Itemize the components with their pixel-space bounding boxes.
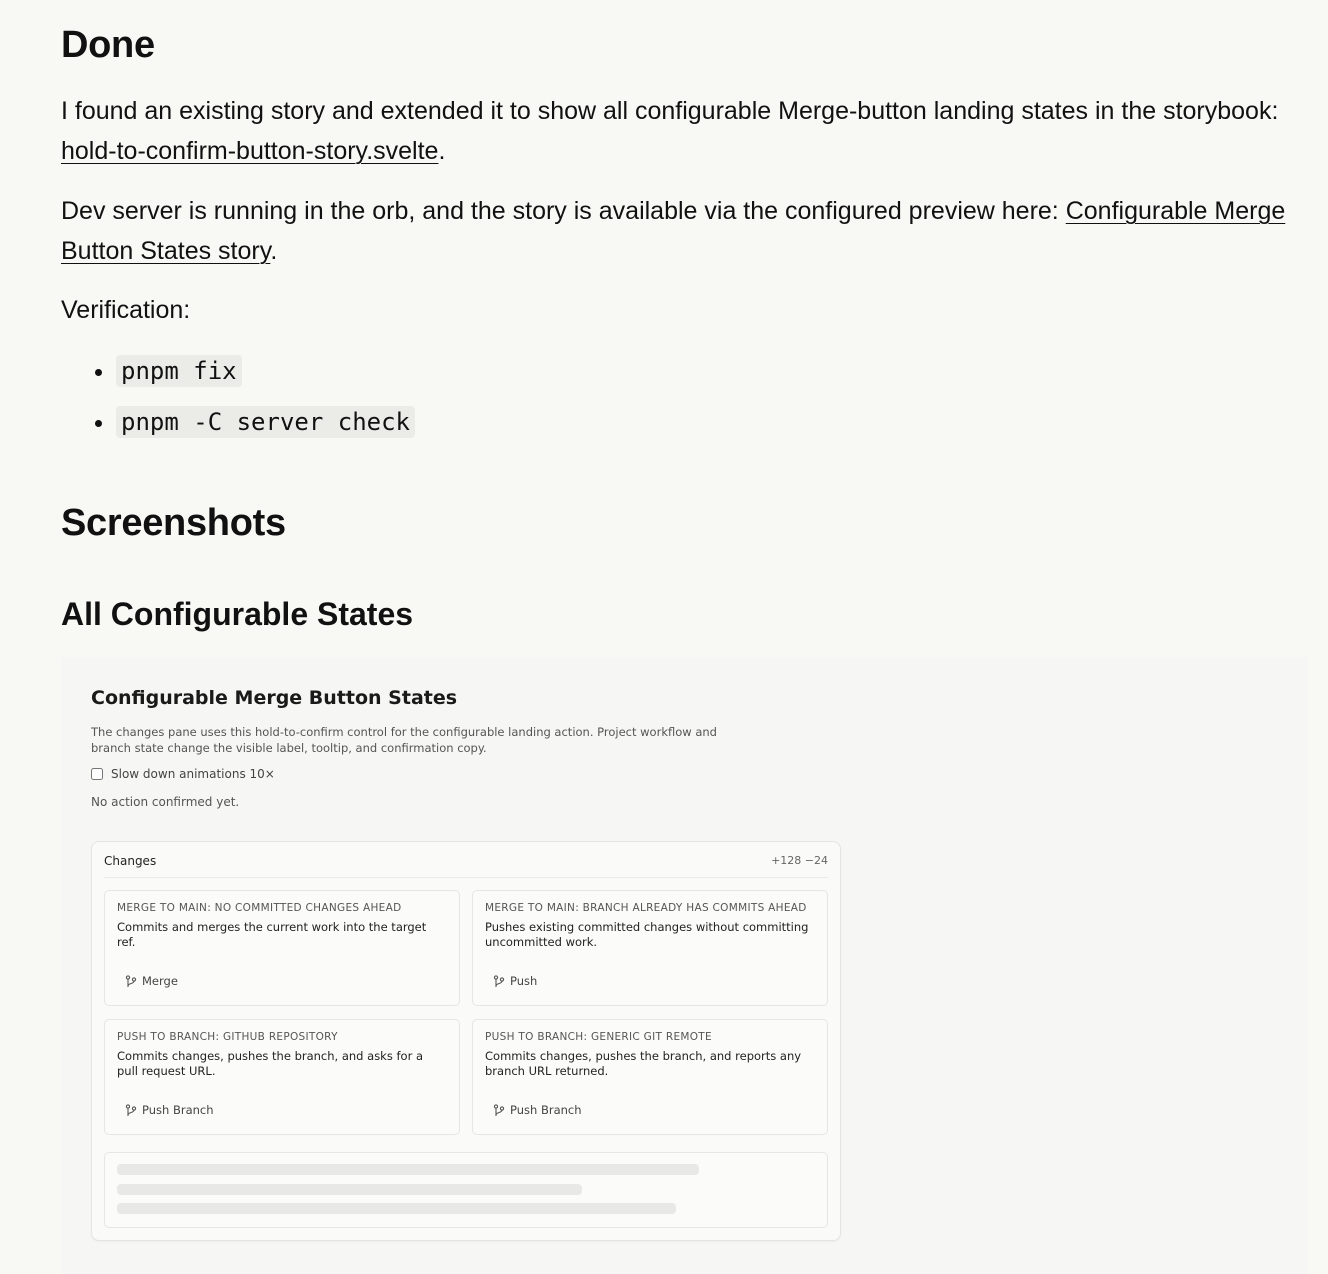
summary-period: .: [438, 137, 446, 165]
state-card-title: PUSH TO BRANCH: GITHUB REPOSITORY: [117, 1031, 338, 1043]
state-card-push-generic: [472, 1019, 828, 1135]
state-card-merge-no-commits: [104, 890, 460, 1006]
state-card-description: Commits and merges the current work into the target ref.: [117, 920, 427, 949]
git-merge-icon: [125, 1104, 137, 1117]
list-item: [116, 350, 415, 401]
state-card-merge-commits-ahead: [472, 890, 828, 1006]
state-card-title: MERGE TO MAIN: BRANCH ALREADY HAS COMMITS AHEAD: [485, 902, 807, 914]
push-branch-button-label: Push Branch: [510, 1103, 582, 1117]
git-merge-icon: [493, 1104, 505, 1117]
summary-paragraph: [61, 91, 1311, 171]
git-merge-icon: [493, 975, 505, 988]
merge-button-label: Merge: [142, 974, 178, 988]
push-button[interactable]: [493, 974, 537, 988]
push-branch-button[interactable]: [125, 1103, 214, 1117]
push-branch-button[interactable]: [493, 1103, 582, 1117]
skeleton-line: [117, 1164, 699, 1175]
push-branch-button-label: Push Branch: [142, 1103, 214, 1117]
preview-paragraph: [61, 191, 1311, 271]
state-card-title: PUSH TO BRANCH: GENERIC GIT REMOTE: [485, 1031, 712, 1043]
divider: [104, 877, 828, 878]
list-item: [116, 401, 415, 452]
git-merge-icon: [125, 975, 137, 988]
state-card-description: Pushes existing committed changes without committing uncommitted work.: [485, 920, 809, 949]
storybook-screenshot: [61, 657, 1308, 1274]
state-card-title: MERGE TO MAIN: NO COMMITTED CHANGES AHEAD: [117, 902, 402, 914]
story-file-link[interactable]: hold-to-confirm-button-story.svelte: [61, 137, 439, 165]
verification-list: [61, 350, 415, 452]
changes-pane-title: Changes: [104, 854, 157, 868]
merge-button[interactable]: [125, 974, 178, 988]
story-preview-link[interactable]: Configurable Merge Button States story: [61, 197, 1286, 265]
preview-period: .: [270, 237, 278, 265]
slow-animations-toggle[interactable]: [91, 767, 275, 781]
verification-label: Verification:: [61, 296, 191, 324]
confirm-status: No action confirmed yet.: [91, 795, 240, 809]
summary-text: I found an existing story and extended it to show all configurable Merge-button landing states in the storybook:: [61, 97, 1279, 125]
command-pnpm-fix: pnpm fix: [116, 355, 242, 387]
loading-skeleton: [104, 1152, 828, 1228]
diff-stat: +128 −24: [771, 854, 828, 867]
heading-all-states: All Configurable States: [61, 596, 414, 632]
changes-pane: [91, 841, 841, 1241]
heading-screenshots: Screenshots: [61, 502, 286, 544]
slow-animations-checkbox[interactable]: [91, 768, 103, 780]
story-title: Configurable Merge Button States: [91, 687, 458, 709]
preview-text: Dev server is running in the orb, and the story is available via the configured preview here:: [61, 197, 1066, 225]
skeleton-line: [117, 1184, 582, 1195]
push-button-label: Push: [510, 974, 538, 988]
heading-done: Done: [61, 24, 155, 66]
state-card-push-github: [104, 1019, 460, 1135]
state-card-description: Commits changes, pushes the branch, and asks for a pull request URL.: [117, 1049, 424, 1078]
command-server-check: pnpm -C server check: [116, 406, 415, 438]
slow-animations-label: Slow down animations 10×: [111, 767, 275, 781]
state-card-description: Commits changes, pushes the branch, and reports any branch URL returned.: [485, 1049, 802, 1078]
story-description: The changes pane uses this hold-to-confirm control for the configurable landing action. Project workflow and branch state change the visible label, tooltip, and confirmation copy.: [91, 725, 717, 755]
skeleton-line: [117, 1203, 676, 1214]
